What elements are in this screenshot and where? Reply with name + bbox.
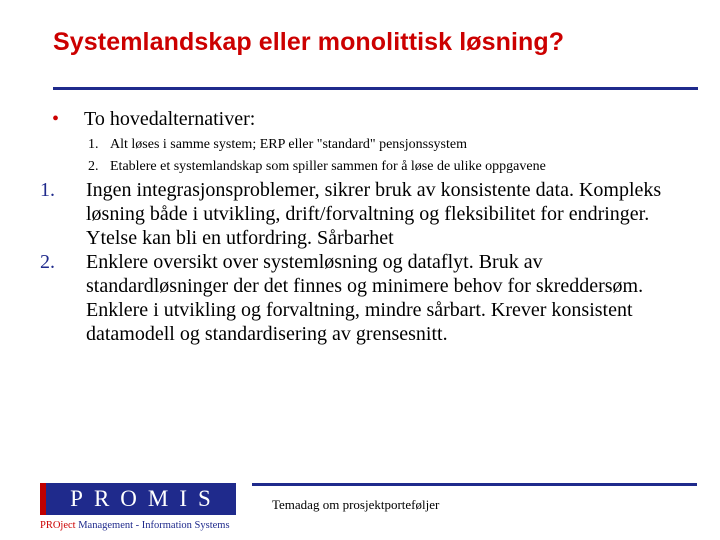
bullet-item: [52, 108, 255, 131]
logo-caption: [40, 520, 230, 531]
title-divider: [53, 87, 698, 90]
footer-text: Temadag om prosjektporteføljer: [272, 497, 440, 512]
sub-list: [88, 136, 546, 180]
main-item-number: 2.: [40, 251, 55, 273]
bullet-text: To hovedalternativer:: [84, 108, 256, 130]
main-item-number: 1.: [40, 179, 55, 201]
sub-item-number: 1.: [88, 137, 99, 152]
sub-item-text: Alt løses i samme system; ERP eller "standard" pensjonssystem: [110, 137, 467, 152]
sub-list-item: [88, 158, 546, 180]
sub-list-item: [88, 136, 546, 158]
promis-logo: PROMIS: [40, 483, 236, 515]
footer-divider: [252, 483, 697, 486]
sub-item-number: 2.: [88, 159, 99, 174]
main-list-item: [40, 250, 680, 346]
main-item-text: Ingen integrasjonsproblemer, sikrer bruk av konsistente data. Kompleks løsning både i utvikling, drift/forvaltning og fleksibilitet for endringer. Ytelse kan bli en utfordring. Sårbarhet: [86, 179, 662, 249]
logo-caption-rest: Management - Information Systems: [75, 520, 230, 531]
bullet-icon: •: [52, 108, 60, 130]
main-list-item: [40, 178, 680, 250]
main-list: [40, 178, 680, 346]
main-item-text: Enklere oversikt over systemløsning og dataflyt. Bruk av standardløsninger der det finnes og minimere behov for skreddersøm. Enklere i utvikling og forvaltning, mindre sårbart. Krever konsistent datamodell og standardisering av grensesnitt.: [86, 251, 644, 345]
logo-caption-highlight: PROject: [40, 520, 76, 531]
sub-item-text: Etablere et systemlandskap som spiller sammen for å løse de ulike oppgavene: [110, 159, 546, 174]
slide-title: Systemlandskap eller monolittisk løsning?: [53, 28, 565, 56]
